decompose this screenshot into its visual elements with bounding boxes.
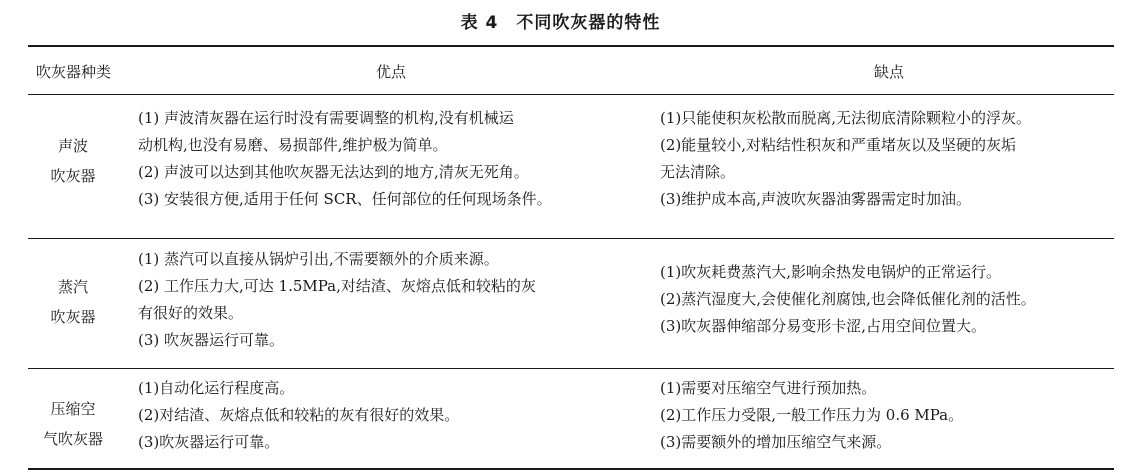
category-cell bbox=[28, 272, 118, 332]
pros-line: (2) 工作压力大,可达 1.5MPa,对结渣、灰熔点低和较粘的灰 bbox=[138, 277, 536, 295]
row-rule bbox=[28, 368, 1114, 369]
cons-line: (1)只能使积灰松散而脱离,无法彻底清除颗粒小的浮灰。 bbox=[660, 109, 1032, 127]
cons-line: (2)工作压力受限,一般工作压力为 0.6 MPa。 bbox=[660, 406, 964, 424]
category-line: 声波 bbox=[57, 137, 88, 155]
cons-cell bbox=[660, 105, 1031, 213]
category-line: 蒸汽 bbox=[57, 278, 88, 296]
pros-line: (2) 声波可以达到其他吹灰器无法达到的地方,清灰无死角。 bbox=[138, 163, 529, 181]
cons-line: (3)吹灰器伸缩部分易变形卡涩,占用空间位置大。 bbox=[660, 317, 987, 335]
pros-line: (1) 声波清灰器在运行时没有需要调整的机构,没有机械运 bbox=[138, 109, 514, 127]
cons-line: (3)需要额外的增加压缩空气来源。 bbox=[660, 433, 892, 451]
pros-cell bbox=[138, 246, 536, 354]
cons-line: (2)蒸汽湿度大,会使催化剂腐蚀,也会降低催化剂的活性。 bbox=[660, 290, 1036, 308]
pros-line: (1)自动化运行程度高。 bbox=[138, 379, 295, 397]
pros-line: (3) 吹灰器运行可靠。 bbox=[138, 331, 285, 349]
pros-line: 动机构,也没有易磨、易损部件,维护极为简单。 bbox=[138, 136, 448, 154]
pros-cell bbox=[138, 105, 552, 213]
pros-line: (1) 蒸汽可以直接从锅炉引出,不需要额外的介质来源。 bbox=[138, 250, 499, 268]
cons-line: (3)维护成本高,声波吹灰器油雾器需定时加油。 bbox=[660, 190, 972, 208]
category-line: 压缩空 bbox=[50, 400, 96, 418]
pros-line: (3)吹灰器运行可靠。 bbox=[138, 433, 280, 451]
category-line: 气吹灰器 bbox=[42, 430, 103, 448]
cons-line: 无法清除。 bbox=[660, 163, 736, 181]
pros-cell bbox=[138, 375, 459, 456]
cons-cell bbox=[660, 375, 963, 456]
header-pros: 优点 bbox=[376, 63, 407, 81]
cons-line: (2)能量较小,对粘结性积灰和严重堵灰以及坚硬的灰垢 bbox=[660, 136, 1017, 154]
bottom-rule bbox=[28, 468, 1114, 470]
top-rule bbox=[28, 45, 1114, 47]
pros-line: (3) 安装很方便,适用于任何 SCR、任何部位的任何现场条件。 bbox=[138, 190, 552, 208]
cons-line: (1)需要对压缩空气进行预加热。 bbox=[660, 379, 877, 397]
pros-line: (2)对结渣、灰熔点低和较粘的灰有很好的效果。 bbox=[138, 406, 460, 424]
category-line: 吹灰器 bbox=[50, 308, 96, 326]
category-cell bbox=[28, 394, 118, 454]
header-rule bbox=[28, 94, 1114, 95]
category-cell bbox=[28, 131, 118, 191]
cons-cell bbox=[660, 259, 1036, 340]
header-type: 吹灰器种类 bbox=[36, 63, 112, 81]
table-title: 表 4 不同吹灰器的特性 bbox=[460, 13, 661, 33]
pros-line: 有很好的效果。 bbox=[138, 304, 244, 322]
header-cons: 缺点 bbox=[874, 63, 905, 81]
category-line: 吹灰器 bbox=[50, 167, 96, 185]
row-rule bbox=[28, 238, 1114, 239]
cons-line: (1)吹灰耗费蒸汽大,影响余热发电锅炉的正常运行。 bbox=[660, 263, 1002, 281]
